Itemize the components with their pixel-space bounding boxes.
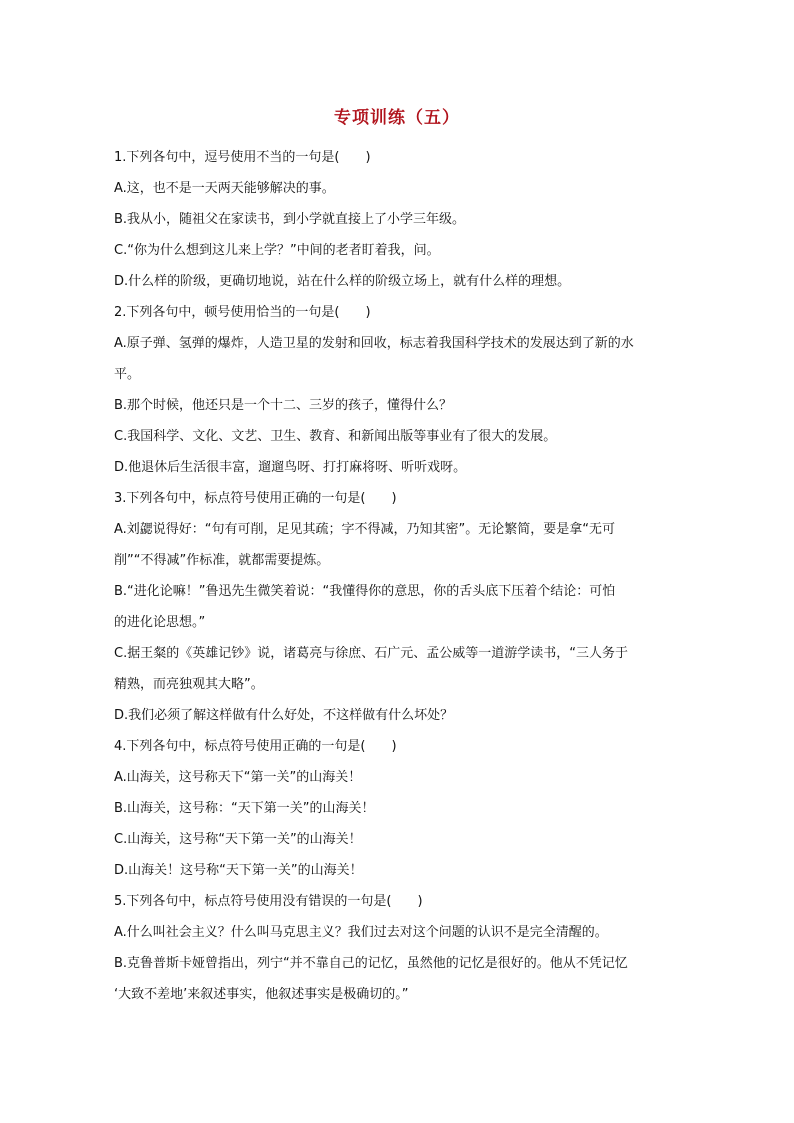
question-5-option-a: A.什么叫社会主义？什么叫马克思主义？我们过去对这个问题的认识不是完全清醒的。 bbox=[114, 925, 608, 940]
question-2-option-a: A.原子弹、氢弹的爆炸，人造卫星的发射和回收，标志着我国科学技术的发展达到了新的水 bbox=[114, 336, 634, 351]
question-2-option-d: D.他退休后生活很丰富，遛遛鸟呀、打打麻将呀、听听戏呀。 bbox=[114, 460, 467, 475]
question-4-option-a: A.山海关，这号称天下“第一关”的山海关！ bbox=[114, 770, 362, 785]
question-3-option-b-cont: 的进化论思想。” bbox=[114, 615, 206, 630]
question-1-option-c: C.“你为什么想到这儿来上学？”中间的老者盯着我，问。 bbox=[114, 243, 440, 258]
page-title: 专项训练（五） bbox=[334, 108, 460, 128]
question-5-option-b: B.克鲁普斯卡娅曾指出，列宁“并不靠自己的记忆，虽然他的记忆是很好的。他从不凭记忆 bbox=[114, 956, 628, 971]
question-1-stem: 1.下列各句中，逗号使用不当的一句是( ) bbox=[114, 150, 371, 165]
question-3-option-a-cont: 削”“不得减”作标准，就都需要提炼。 bbox=[114, 553, 330, 568]
question-3-option-c-cont: 精熟，而亮独观其大略”。 bbox=[114, 677, 264, 692]
question-5-option-b-cont: ‘大致不差地’来叙述事实，他叙述事实是极确切的。” bbox=[114, 987, 409, 1002]
question-4-option-b: B.山海关，这号称：“天下第一关”的山海关！ bbox=[114, 801, 375, 816]
question-1-option-b: B.我从小，随祖父在家读书，到小学就直接上了小学三年级。 bbox=[114, 212, 466, 227]
question-3-option-d: D.我们必须了解这样做有什么好处，不这样做有什么坏处？ bbox=[114, 708, 454, 723]
question-3-option-b: B.“进化论嘛！”鲁迅先生微笑着说：“我懂得你的意思，你的舌头底下压着个结论：可怕 bbox=[114, 584, 616, 599]
question-4-option-c: C.山海关，这号称“天下第一关”的山海关！ bbox=[114, 832, 362, 847]
question-4-stem: 4.下列各句中，标点符号使用正确的一句是( ) bbox=[114, 739, 397, 754]
question-1-option-d: D.什么样的阶级，更确切地说，站在什么样的阶级立场上，就有什么样的理想。 bbox=[114, 274, 571, 289]
question-2-option-c: C.我国科学、文化、文艺、卫生、教育、和新闻出版等事业有了很大的发展。 bbox=[114, 429, 557, 444]
question-5-stem: 5.下列各句中，标点符号使用没有错误的一句是( ) bbox=[114, 894, 423, 909]
question-4-option-d: D.山海关！这号称“天下第一关”的山海关！ bbox=[114, 863, 363, 878]
question-3-option-a: A.刘勰说得好：“句有可削，足见其疏；字不得减，乃知其密”。无论繁简，要是拿“无可 bbox=[114, 522, 616, 537]
question-3-stem: 3.下列各句中，标点符号使用正确的一句是( ) bbox=[114, 491, 397, 506]
question-2-stem: 2.下列各句中，顿号使用恰当的一句是( ) bbox=[114, 305, 371, 320]
question-3-option-c: C.据王粲的《英雄记钞》说，诸葛亮与徐庶、石广元、孟公威等一道游学读书，“三人务于 bbox=[114, 646, 628, 661]
question-2-option-a-cont: 平。 bbox=[114, 367, 141, 382]
question-1-option-a: A.这，也不是一天两天能够解决的事。 bbox=[114, 181, 335, 196]
exercise-content bbox=[114, 142, 680, 1010]
question-2-option-b: B.那个时候，他还只是一个十二、三岁的孩子，懂得什么？ bbox=[114, 398, 453, 413]
